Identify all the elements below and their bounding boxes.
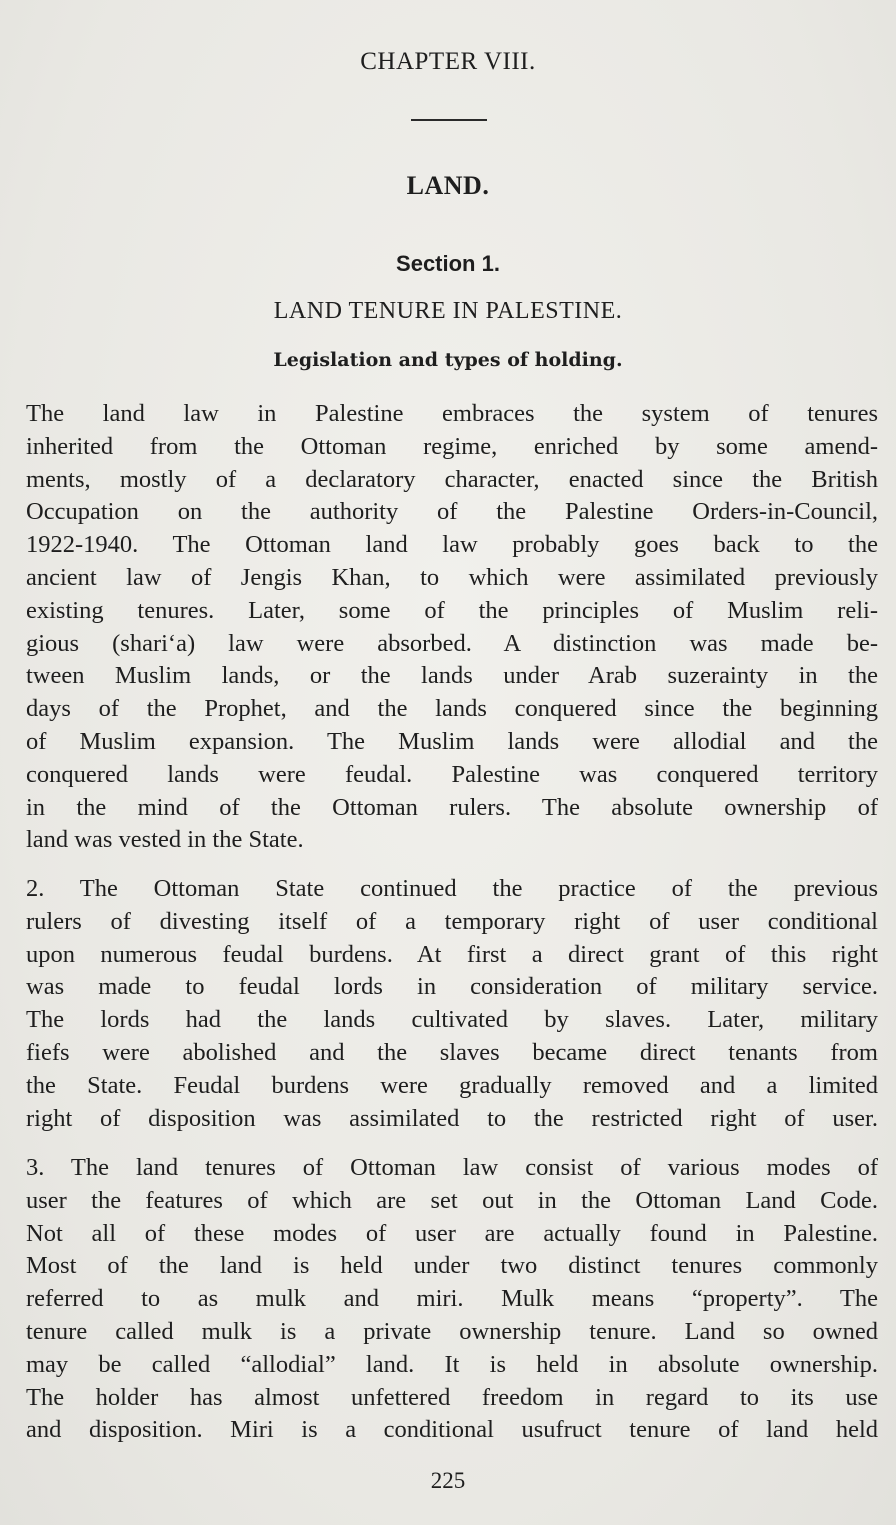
- text-line: fiefs were abolished and the slaves became direct tenants from: [26, 1038, 878, 1066]
- text-line: Most of the land is held under two distinct tenures commonly: [26, 1252, 878, 1280]
- text-line: in the mind of the Ottoman rulers. The absolute ownership of: [26, 793, 878, 821]
- text-line: the State. Feudal burdens were gradually removed and a limited: [26, 1071, 878, 1099]
- text-line: upon numerous feudal burdens. At first a direct grant of this right: [26, 940, 878, 968]
- text-line: inherited from the Ottoman regime, enriched by some amend-: [26, 432, 878, 460]
- text-line: rulers of divesting itself of a temporary right of user conditional: [26, 907, 878, 935]
- subheading: Legislation and types of holding.: [273, 349, 623, 371]
- text-line: days of the Prophet, and the lands conquered since the beginning: [26, 695, 878, 723]
- text-line: right of disposition was assimilated to the restricted right of user.: [26, 1104, 878, 1132]
- text-line: existing tenures. Later, some of the principles of Muslim reli-: [26, 596, 878, 624]
- text-line: ancient law of Jengis Khan, to which were assimilated previously: [26, 563, 878, 591]
- text-line: The lords had the lands cultivated by slaves. Later, military: [26, 1006, 878, 1034]
- heading-rule: [411, 119, 487, 121]
- paragraph-3: [26, 1152, 878, 1447]
- text-line: of Muslim expansion. The Muslim lands were allodial and the: [26, 727, 878, 755]
- paragraph-2: [26, 873, 878, 1135]
- text-line: Occupation on the authority of the Palestine Orders-in-Council,: [26, 498, 878, 526]
- text-line: and disposition. Miri is a conditional usufruct tenure of land held: [26, 1416, 878, 1444]
- text-line: tenure called mulk is a private ownership tenure. Land so owned: [26, 1317, 878, 1345]
- text-line: may be called “allodial” land. It is held in absolute ownership.: [26, 1350, 878, 1378]
- page-number: 225: [430, 1468, 466, 1493]
- text-line: user the features of which are set out in the Ottoman Land Code.: [26, 1186, 878, 1214]
- text-line: tween Muslim lands, or the lands under Arab suzerainty in the: [26, 662, 878, 690]
- text-line: Not all of these modes of user are actually found in Palestine.: [26, 1219, 878, 1247]
- text-line: The land law in Palestine embraces the system of tenures: [26, 400, 878, 427]
- text-line: referred to as mulk and miri. Mulk means “property”. The: [26, 1285, 878, 1313]
- text-line: 1922-1940. The Ottoman land law probably goes back to the: [26, 531, 878, 559]
- paragraph-1: [26, 398, 878, 857]
- text-line: land was vested in the State.: [26, 826, 304, 854]
- text-line: The holder has almost unfettered freedom in regard to its use: [26, 1383, 878, 1411]
- text-line: ments, mostly of a declaratory character, enacted since the British: [26, 465, 878, 493]
- chapter-title: LAND.: [406, 171, 490, 200]
- section-title: LAND TENURE IN PALESTINE.: [273, 298, 623, 324]
- text-line: gious (shari‘a) law were absorbed. A distinction was made be-: [26, 629, 878, 657]
- text-line: conquered lands were feudal. Palestine was conquered territory: [26, 760, 878, 788]
- text-line: 3. The land tenures of Ottoman law consist of various modes of: [26, 1154, 878, 1181]
- text-line: 2. The Ottoman State continued the practice of the previous: [26, 875, 878, 902]
- chapter-heading: CHAPTER VIII.: [360, 48, 536, 75]
- section-number: Section 1.: [396, 251, 500, 276]
- text-line: was made to feudal lords in consideration of military service.: [26, 973, 878, 1001]
